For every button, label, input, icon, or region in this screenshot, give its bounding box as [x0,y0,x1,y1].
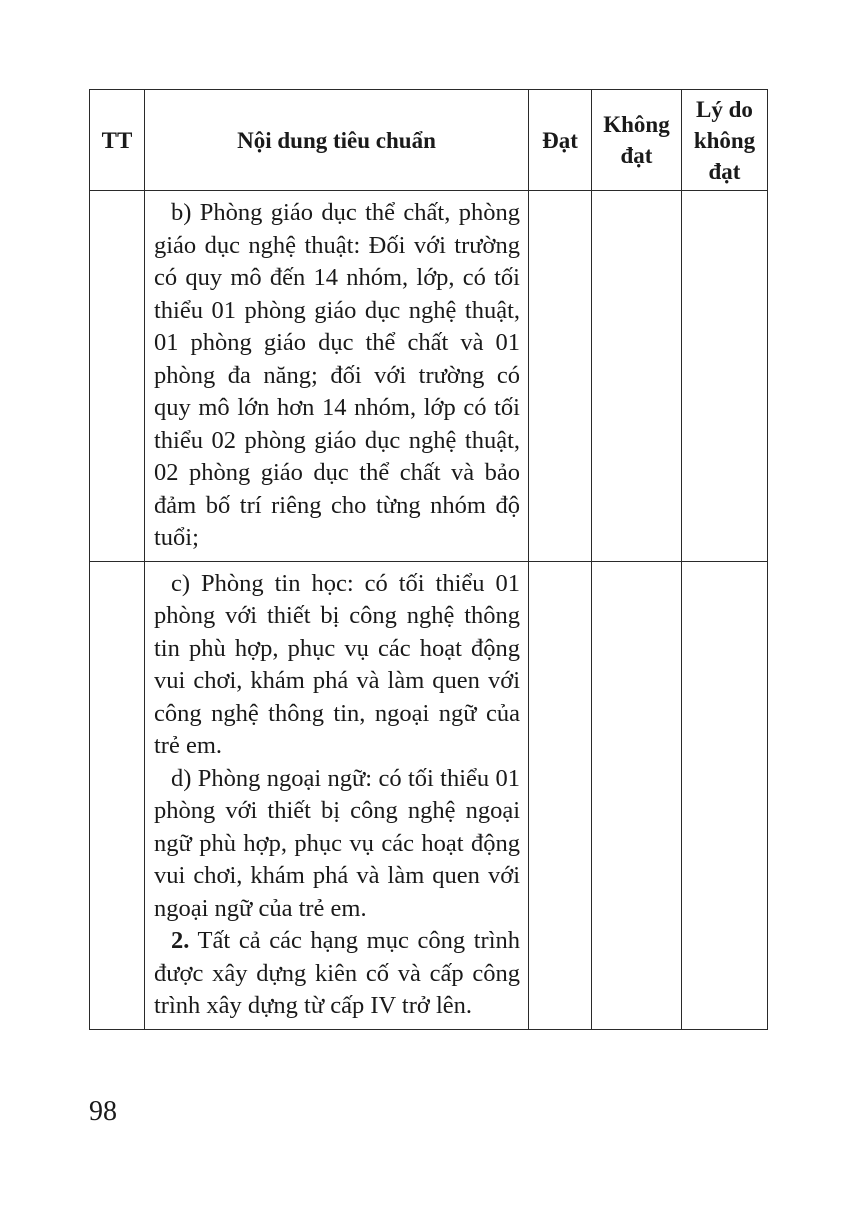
paragraph-text: Tất cả các hạng mục công trình được xây dựng kiên cố và cấp công trình xây dựng từ cấp IV trở lên. [154,927,520,1019]
table-row [90,561,768,1029]
cell-fail [592,561,682,1029]
criteria-table [89,89,768,1030]
cell-reason [682,191,768,562]
cell-tt [90,561,145,1029]
paragraph [154,925,520,1023]
cell-pass [529,561,592,1029]
header-tt: TT [90,90,145,191]
table-row [90,191,768,562]
paragraph: c) Phòng tin học: có tối thiểu 01 phòng với thiết bị công nghệ thông tin phù hợp, phục vụ các hoạt động vui chơi, khám phá và làm quen với công nghệ thông tin, ngoại ngữ của trẻ em. [154,569,520,759]
cell-pass [529,191,592,562]
header-content: Nội dung tiêu chuẩn [145,90,529,191]
item-number: 2. [171,927,190,954]
paragraph: b) Phòng giáo dục thể chất, phòng giáo dục nghệ thuật: Đối với trường có quy mô đến 14 nhóm, lớp, có tối thiểu 01 phòng giáo dục nghệ thuật, 01 phòng giáo dục thể chất và 01 phòng đa năng; đối với trường có quy mô lớn hơn 14 nhóm, lớp có tối thiểu 02 phòng giáo dục nghệ thuật, 02 phòng giáo dục thể chất và bảo đảm bố trí riêng cho từng nhóm độ tuổi; [154,199,520,551]
header-fail: Không đạt [592,90,682,191]
paragraph: d) Phòng ngoại ngữ: có tối thiểu 01 phòng với thiết bị công nghệ ngoại ngữ phù hợp, phục vụ các hoạt động vui chơi, khám phá và làm quen với ngoại ngữ của trẻ em. [154,764,520,922]
cell-fail [592,191,682,562]
page-number: 98 [89,1096,117,1127]
cell-content [145,191,529,562]
cell-tt [90,191,145,562]
table-header-row [90,90,768,191]
cell-content [145,561,529,1029]
header-reason: Lý do không đạt [682,90,768,191]
cell-reason [682,561,768,1029]
header-pass: Đạt [529,90,592,191]
